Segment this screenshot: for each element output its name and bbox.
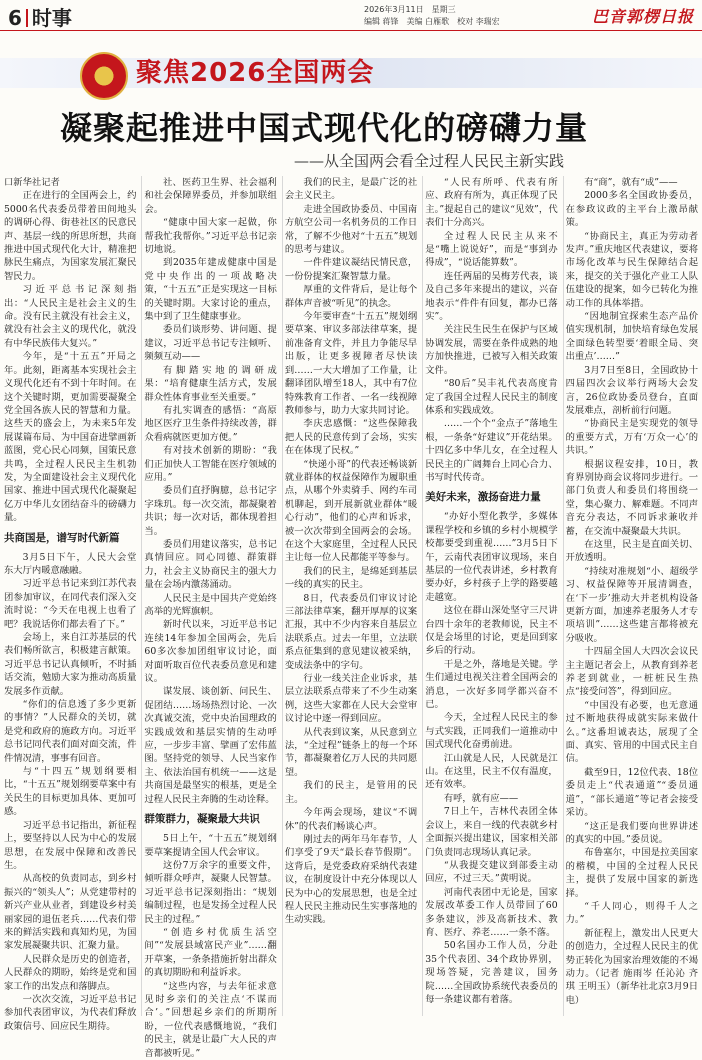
paragraph: 习近平总书记深刻指出：“人民民主是社会主义的生命。没有民主就没有社会主义，就没有社会主义的现代化，就没有中华民族伟大复兴。” (4, 284, 137, 349)
paragraph: 有“商”，就有“成”—— (584, 177, 678, 188)
text-column (4, 176, 137, 1032)
paragraph: 一件件建议凝结民情民意，一份份提案汇聚智慧力量。 (284, 257, 418, 282)
paragraph: “千人同心，则得千人之力。” (565, 900, 699, 926)
text-column (141, 176, 277, 1059)
paragraph: 委员们谈形势、讲问题、提建议，习近平总书记专注倾听、频频互动—— (144, 324, 277, 363)
paragraph: “健康中国大家一起做，你帮我忙我帮你。”习近平总书记亲切地说。 (144, 217, 277, 256)
paragraph: 我们的民主，是最广泛的社会主义民主。 (284, 177, 418, 202)
paragraph: 我们的民主，是管用的民主。 (284, 780, 418, 805)
subheadline: ——从全国两会看全过程人民民主新实践 (293, 152, 564, 170)
paragraph: “从我提交建议到部委主动回应，不过三天。”黄明说。 (425, 859, 558, 885)
paragraph: 社、医药卫生界、社会福利和社会保障界委员，并参加联组会。 (144, 177, 277, 215)
paragraph: 委员们直抒胸臆，总书记字字珠玑。每一次交流，都凝聚着共识；每一次对话，都体现着担当。 (144, 485, 277, 537)
paragraph: “80后”吴丰礼代表高度肯定了我国全过程人民民主的制度体系和实践成效。 (425, 378, 558, 416)
paragraph: 有呼，就有应—— (443, 792, 519, 804)
staff-line: 编辑 蒋锋 美编 白雁歌 校对 李瑞宏 (364, 17, 500, 26)
headline: 凝聚起推进中国式现代化的磅礴力量 (60, 109, 589, 147)
paragraph: 今年，是“十五五”开局之年。此刻，距离基本实现社会主义现代化还有不到十年时间。在这个关键时期，更加需要凝聚全党全国各族人民的智慧和力量。这些天的盛会上，为未来5年发展谋篇布局、为中国奋进擘画新蓝图，党心民心同频，国策民意共鸣，全过程人民民主生机勃发，为全面建设社会主义现代化国家、推进中国式现代化凝聚起亿万中华儿女团结奋斗的磅礴力量。 (4, 351, 137, 524)
page-number-section (8, 2, 72, 31)
paragraph: 正在进行的全国两会上，约5000名代表委员带着田间地头的调研心得、街巷社区的民意民声、基层一线的所思所想，共商推进中国式现代化大计，精准把脉民生痛点，为国家发展汇聚民智民力。 (4, 190, 137, 282)
paragraph: “协商民主，真正为劳动者发声。”重庆地区代表建议，要将市场化改革与民生保障结合起来，提交的关于强化产业工人队伍建设的提案，如今已转化为推动工作的具体举措。 (565, 230, 699, 309)
paragraph: “持续对准规划“小、超级学习、权益保障等开展清调查，在‘下一步’推动大并老机构设备更新方面，加速养老服务人才专项培训”……这些建言都将被充分吸收。 (565, 565, 699, 644)
paragraph: 有脚踏实地的调研成果：“培育健康生活方式，发展群众性体育事业至关重要。” (144, 364, 277, 403)
newspaper-name: 巴音郭楞日报 (591, 7, 694, 26)
paragraph: 与“十四五”规划纲要相比，“十五五”规划纲要草案中有关民生的目标更加具体、更加可感。 (4, 766, 137, 818)
paragraph: 5日上午，“十五五”规划纲要草案提请全国人代会审议。 (144, 833, 277, 858)
paragraph: 新时代以来，习近平总书记连续14年参加全国两会，先后60多次参加团组审议讨论，面对面听取百位代表委员意见和建议。 (144, 619, 277, 685)
paragraph: “这正是我们要向世界讲述的真实的中国。”委员说。 (565, 820, 699, 845)
text-column (282, 176, 417, 1016)
section-heading: 美好未来，激扬奋进力量 (425, 491, 541, 504)
paragraph: 我们的民主，是绵延到基层一线的真实的民主。 (284, 565, 418, 591)
paragraph: 十四届全国人大四次会议民主主题记者会上，从教育到养老养老到就业，一桩桩民生热点“接受问答”，得到回应。 (565, 646, 699, 698)
section-heading: 群策群力，凝聚最大共识 (144, 813, 260, 826)
paragraph: 这份7万余字的重要文件，倾听群众呼声，凝聚人民智慧。习近平总书记深刻指出：“规划编制过程，也是发扬全过程人民民主的过程。” (144, 859, 277, 925)
paragraph: “人民有所呼、代表有所应、政府有所为，真正体现了民主。”提起自己的建议“见效”，代表们十分高兴。 (425, 177, 558, 229)
paragraph: 在这里，民主是直面关切、开放透明。 (565, 538, 699, 564)
paragraph: 新征程上，激发出人民更大的创造力，全过程人民民主的优势正转化为国家治理效能的不竭动力。（记者 施雨岑 任沁沁 齐琪 王明玉）（新华社北京3月9日电） (565, 927, 699, 1006)
paragraph: 习近平总书记指出，新征程上，要坚持以人民为中心的发展思想，在发展中保障和改善民生。 (4, 819, 137, 871)
paragraph: 有对技术创新的期盼：“我们正加快人工智能在医疗领域的应用。” (144, 445, 277, 483)
paragraph: 今天，全过程人民民主的参与式实践，正同我们一道推动中国式现代化奋勇前进。 (425, 712, 558, 751)
paragraph: 谋发展、谈创新、问民生、促团结……场场热烈讨论、一次次真诚交流，党中央治国理政的实践成效和基层实情的生动呼应，一步步丰富、擘画了宏伟蓝图。坚持党的领导、人民当家作主、依法治国有机统一——这是共商国是最坚实的根基，更是全过程人民民主奔腾的生动诠释。 (144, 686, 277, 805)
paragraph: 习近平总书记来到江苏代表团参加审议，在同代表们深入交流时说：“今天在电视上也看了吧？我说话你们都去看了下。” (4, 578, 137, 630)
paragraph: 干是之外，落地是关键。学生们通过电视关注着全国两会的消息，一次好多同学都兴奋不已。 (425, 658, 558, 711)
paragraph: “协商民主是实现党的领导的重要方式，万有‘万众一心’的共识。” (565, 418, 699, 457)
paragraph: 今年两会现场，建议“不调休”的代表们畅谈心声。 (284, 807, 418, 832)
paragraph: “创造乡村优质生活空间”“发展县域富民产业”……翻开草案，一条条措施折射出群众的真切期盼和利益诉求。 (144, 926, 277, 979)
paragraph: 50名国办工作人员，分赴35个代表团、34个政协界别，现场答疑，完善建议，国务院……全国政协系统代表委员的每一条建议都有着落。 (425, 940, 558, 1005)
text-column (563, 176, 698, 1016)
paragraph: 走进全国政协委员、中国南方航空公司一名机务员的工作日常，了解不少他对“十五五”规划的思考与建议。 (284, 203, 418, 256)
paragraph: 布鲁塞尔，中国是拉美国家的楷模，中国的全过程人民民主，提供了发展中国家的新选择。 (565, 847, 699, 899)
paragraph: 人民民主是中国共产党始终高举的光辉旗帜。 (144, 592, 277, 617)
paragraph: 河南代表团中无论是，国家发展改革委工作人员带回了60多条建议，涉及高新技术、教育、医疗、养老……一条不落。 (425, 886, 558, 938)
paragraph: “快递小哥”的代表还畅谈新就业群体的权益保障作为履职重点，从哪个外卖骑手、网约车司机聊起，到开展新就业群体“暖心行动”，他们的心声和诉求，被一次次带到全国两会的会场。在这个大家庭里，全过程人民民主让每一位人民都能平等参与。 (284, 458, 418, 564)
paragraph: 李庆忠感慨：“这些保障我把人民的民意传到了会场，实实在在体现了民权。” (284, 418, 418, 457)
paragraph: 从高校的负责同志，到乡村振兴的“领头人”；从党建带村的新兴产业从业者，到建设乡村美丽家园的退伍老兵……代表们带来的鲜活实践和真知灼见，为国家发展凝聚共识、汇聚力量。 (4, 873, 137, 952)
page-number: 6 (8, 6, 22, 30)
paragraph: 7日上午，吉林代表团全体会议上，来自一线的代表就乡村全面振兴提出建议，国家相关部门负责同志现场认真记录。 (425, 806, 558, 858)
paragraph: 有扎实调查的感悟：“高原地区医疗卫生条件持续改善，群众看病就医更加方便。” (144, 404, 277, 443)
paragraph: “因地制宜探索生态产品价值实现机制，加快培育绿色发展全面绿色转型要‘着眼全局、突出重点’……” (565, 311, 699, 363)
paragraph: 一次次交流，习近平总书记参加代表团审议，为代表们释放政策信号、回应民生期待。 (4, 993, 137, 1032)
paragraph: 这位在群山深处坚守三尺讲台四十余年的老教师说，民主不仅是会场里的讨论，更是回到家乡后的行动。 (425, 605, 558, 657)
paragraph: 委员们用建议落实，总书记真情回应。同心同德、群策群力，社会主义协商民主的强大力量在会场内激荡涌动。 (144, 538, 277, 591)
paragraph: “你们的信息透了多少更新的事情？”人民群众的关切，就是党和政府的施政方向。习近平总书记同代表们面对面交流，件件情况清，事事有回音。 (4, 699, 137, 764)
article-body (4, 176, 699, 1059)
paragraph: 今年要审查“十五五”规划纲要草案、审议多部法律草案，提前准备育文件，并且力争能尽早出版，让更多视障者尽快读到……一大大增加了工作量，让翻译团队增至18人，其中有7位特殊教育工作者、一名一线视障教师参与，助力大家共同讨论。 (284, 311, 418, 416)
paragraph: 行业一线关注企业诉求，基层立法联系点带来了不少生动案例，这些大家都在人民大会堂审议讨论中逐一得到回应。 (284, 673, 418, 725)
paragraph: 关注民生民生在保护与区域协调发展，需要在条件成熟的地方加快推进，已被写入相关政策文件。 (425, 324, 558, 376)
byline: 口新华社记者 (4, 177, 60, 188)
paragraph: 截至9日，12位代表、18位委员走上“代表通道”“委员通道”，“部长通道”等记者会接受采访。 (565, 766, 699, 819)
paragraph: 江山就是人民，人民就是江山。在这里，民主不仅有温度，还有效率。 (425, 752, 558, 791)
paragraph: “办好小型化教学，多媒体课程学校和乡镇的乡村小规模学校都要受到重视……”3月5日下午，云南代表团审议现场，来自基层的一位代表讲述，乡村教育要办好，乡村孩子上学的路要越走越宽。 (425, 511, 558, 603)
paragraph: “中国没有必要，也无意通过不断地获得成就实际来做什么。”这番坦诚表达，展现了全面、真实、管用的中国式民主自信。 (565, 699, 699, 765)
paragraph: 从代表到议案，从民意到立法，“全过程”链条上的每一个环节，都凝聚着亿万人民的共同愿望。 (284, 726, 418, 778)
paragraph: 3月7日至8日，全国政协十四届四次会议举行两场大会发言，26位政协委员登台，直面发展难点，剖析前行问题。 (565, 364, 699, 416)
paragraph: 2000多名全国政协委员，在参政议政的主平台上激昂献策。 (565, 190, 699, 229)
paragraph: 8日，代表委员们审议讨论三部法律草案，翻开厚厚的议案汇报，其中不少内容来自基层立法联系点。过去一年里，立法联系点征集到的意见建议被采纳，变成法条中的字句。 (284, 592, 418, 671)
date-line: 2026年3月11日 星期三 (364, 5, 456, 14)
paragraph: 厚重的文件背后，是让每个群体声音被“听见”的执念。 (284, 284, 418, 309)
paragraph: 到2035年建成健康中国是党中央作出的一项战略决策，“十五五”正是实现这一目标的关键时期。大家讨论的重点，集中到了卫生健康事业。 (144, 257, 277, 323)
paragraph: 3月5日下午，人民大会堂东大厅内暖意融融。 (4, 551, 137, 576)
paragraph: ……一个个“金点子”落地生根，一条条“好建议”开花结果。十四亿多中华儿女，在全过程人民民主的广阔舞台上同心合力、书写时代传奇。 (425, 418, 558, 483)
text-column (422, 176, 557, 1016)
banner-title: 聚焦2026全国两会 (136, 58, 375, 88)
paragraph: 全过程人民民主从来不是“嘴上说说好”，而是“事到办得成”，“说话能算数”。 (425, 230, 558, 269)
section-heading: 共商国是，谱写时代新篇 (4, 531, 120, 544)
paragraph: 连任两届的吴梅芳代表，谈及自己多年来提出的建议，兴奋地表示“件件有回复，都办已落实”。 (425, 270, 558, 323)
masthead (0, 0, 702, 31)
national-emblem-icon (80, 52, 128, 100)
paragraph: 根据议程安排，10日，教育界别协商会议将同步进行。一部门负责人和委员们将围绕一堂，集心聚力、解难题。不同声音充分表达，不同诉求兼收并蓄，在交流中凝聚最大共识。 (565, 458, 699, 537)
paragraph: “这些内容，与去年征求意见时乡亲们的关注点‘不谋而合’。”回想起乡亲们的所期所盼，一位代表感慨地说，“我们的民主，就是让最广大人民的声音都被听见。” (144, 980, 277, 1059)
paragraph: 会场上，来自江苏基层的代表们畅所欲言，积极建言献策。习近平总书记认真倾听，不时插话交流，勉励大家为推动高质量发展多作贡献。 (4, 632, 137, 697)
paragraph: 刚过去的两年马年春节，人们享受了9天“最长春节假期”。这背后，是党委政府采纳代表建议，在制度设计中充分体现以人民为中心的发展思想，也是全过程人民民主推动民生实事落地的生动实践。 (284, 833, 418, 926)
paragraph: 人民群众是历史的创造者，人民群众的期盼，始终是党和国家工作的出发点和落脚点。 (4, 953, 137, 992)
section-name: 时事 (31, 6, 72, 30)
